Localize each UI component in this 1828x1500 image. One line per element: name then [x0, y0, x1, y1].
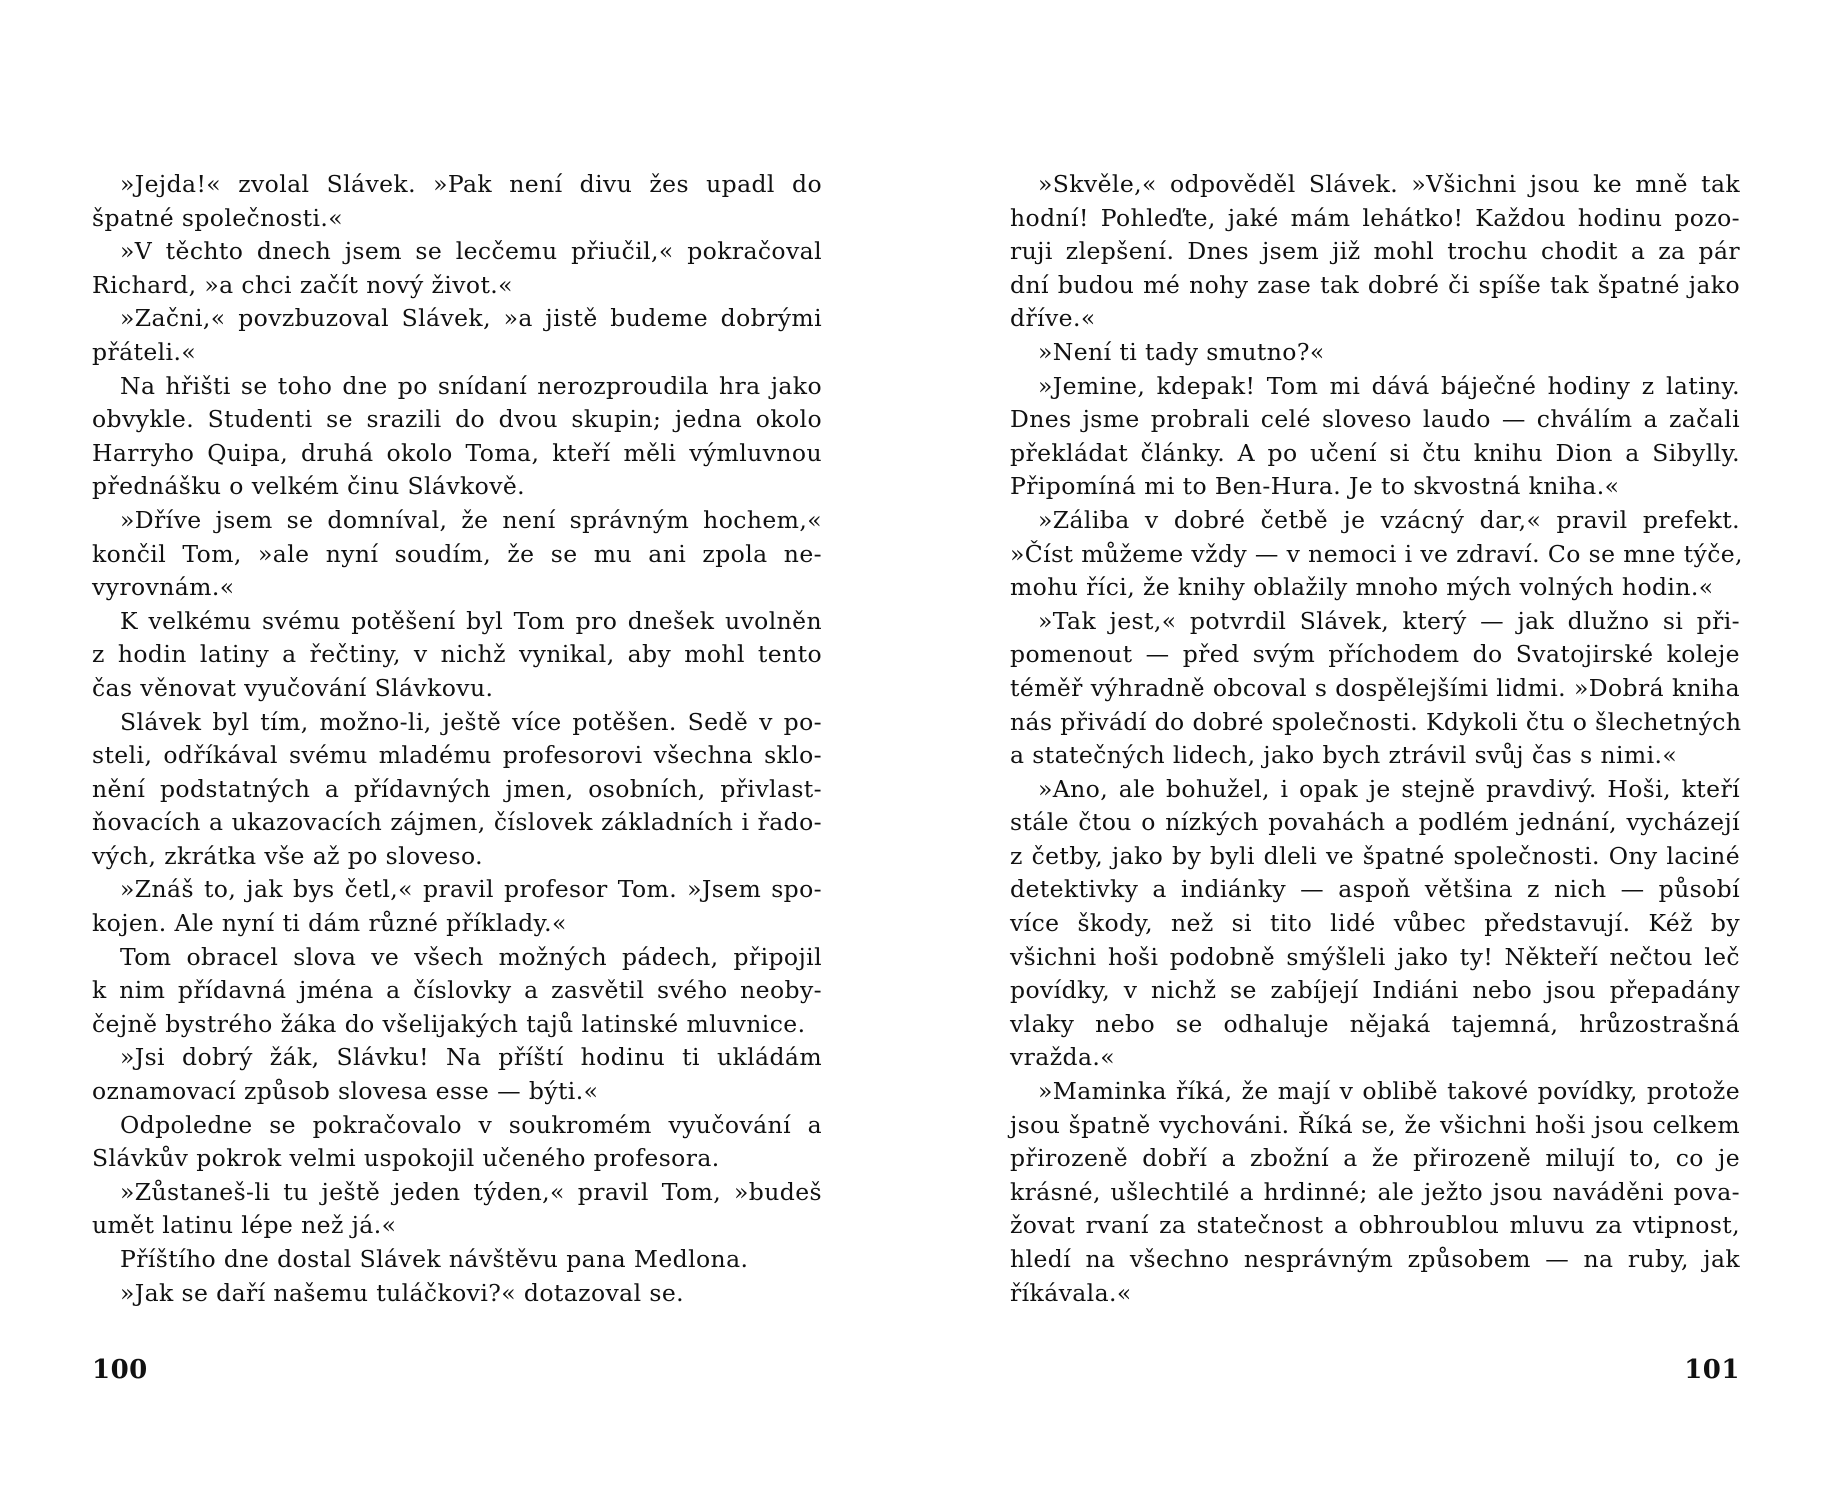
text-line: žovat rvaní za statečnost a obhroublou mluvu za vtipnost,	[1010, 1211, 1740, 1240]
text-line: Slávkův pokrok velmi uspokojil učeného profesora.	[92, 1144, 720, 1173]
text-line: kojen. Ale nyní ti dám různé příklady.«	[92, 909, 567, 938]
text-line: obvykle. Studenti se srazili do dvou skupin; jedna okolo	[92, 405, 822, 434]
text-line: »Jemine, kdepak! Tom mi dává báječné hodiny z latiny.	[1038, 371, 1740, 400]
text-line: špatné společnosti.«	[92, 203, 344, 232]
text-line: mohu říci, že knihy oblažily mnoho mých volných hodin.«	[1010, 573, 1714, 602]
left-page	[92, 168, 822, 1385]
text-line: Příštího dne dostal Slávek návštěvu pana Medlona.	[120, 1245, 749, 1273]
text-line: detektivky a indiánky — aspoň většina z nich — působí	[1010, 875, 1740, 904]
text-line: vlaky nebo se odhaluje nějaká tajemná, hrůzostrašná	[1010, 1009, 1740, 1038]
text-line: hledí na všechno nesprávným způsobem — na ruby, jak	[1010, 1245, 1740, 1273]
text-line: z hodin latiny a řečtiny, v nichž vynikal, aby mohl tento	[92, 640, 822, 669]
text-line: dní budou mé nohy zase tak dobré či spíše tak špatné jako	[1010, 270, 1740, 299]
text-line: Na hřišti se toho dne po snídaní nerozproudila hra jako	[120, 371, 822, 400]
text-line: vých, zkrátka vše až po sloveso.	[92, 841, 484, 870]
text-line: hodní! Pohleďte, jaké mám lehátko! Každou hodinu pozo-	[1010, 203, 1740, 232]
text-line: dříve.«	[1010, 304, 1096, 333]
text-line: ruji zlepšení. Dnes jsem již mohl trochu chodit a za pár	[1010, 237, 1740, 266]
text-line: »Skvěle,« odpověděl Slávek. »Všichni jsou ke mně tak	[1038, 170, 1740, 198]
text-line: »Jak se daří našemu tuláčkovi?« dotazoval se.	[120, 1278, 685, 1307]
text-line: Připomíná mi to Ben-Hura. Je to skvostná kniha.«	[1010, 472, 1620, 501]
text-line: »V těchto dnech jsem se lecčemu přiučil,« pokračoval	[120, 237, 822, 266]
text-line: oznamovací způsob slovesa esse — býti.«	[92, 1077, 599, 1106]
text-line: »Jejda!« zvolal Slávek. »Pak není divu žes upadl do	[120, 170, 822, 198]
text-line: Harryho Quipa, druhá okolo Toma, kteří měli výmluvnou	[92, 438, 822, 467]
text-line: »Záliba v dobré četbě je vzácný dar,« pravil prefekt.	[1038, 505, 1740, 534]
text-line: pomenout — před svým příchodem do Svatojirské koleje	[1010, 640, 1740, 669]
text-line: vražda.«	[1010, 1043, 1116, 1072]
text-line: nás přivádí do dobré společnosti. Kdykoli čtu o šlechetných	[1010, 707, 1742, 736]
text-line: »Maminka říká, že mají v oblibě takové povídky, protože	[1038, 1077, 1740, 1106]
text-line: »Znáš to, jak bys četl,« pravil profesor Tom. »Jsem spo-	[120, 875, 822, 904]
text-line: vyrovnám.«	[92, 573, 235, 602]
page-number: 101	[1684, 1355, 1740, 1385]
text-line: jsou špatně vychováni. Říká se, že všichni hoši jsou celkem	[1010, 1110, 1740, 1139]
text-line: k nim přídavná jména a číslovky a zasvětil svého neoby-	[92, 976, 822, 1005]
text-line: a statečných lidech, jako bych ztrávil svůj čas s nimi.«	[1010, 741, 1678, 770]
text-line: Tom obracel slova ve všech možných pádech, připojil	[120, 942, 822, 971]
text-line: přednášku o velkém činu Slávkově.	[92, 472, 526, 501]
text-line: Odpoledne se pokračovalo v soukromém vyučování a	[120, 1110, 822, 1139]
text-line: »Číst můžeme vždy — v nemoci i ve zdraví. Co se mne týče,	[1010, 539, 1743, 568]
text-line: »Dříve jsem se domníval, že není správným hochem,«	[120, 505, 822, 534]
text-line: Slávek byl tím, možno-li, ještě více potěšen. Sedě v po-	[120, 707, 822, 736]
text-line: »Jsi dobrý žák, Slávku! Na příští hodinu ti ukládám	[120, 1043, 822, 1072]
text-line: »Zůstaneš-li tu ještě jeden týden,« pravil Tom, »budeš	[120, 1177, 822, 1206]
text-line: »Není ti tady smutno?«	[1038, 337, 1325, 366]
text-line: překládat články. A po učení si čtu knihu Dion a Sibylly.	[1010, 438, 1740, 467]
text-line: »Tak jest,« potvrdil Slávek, který — jak dlužno si při-	[1038, 606, 1740, 635]
text-line: umět latinu lépe než já.«	[92, 1211, 397, 1240]
text-line: Dnes jsme probrali celé sloveso laudo — chválím a začali	[1010, 405, 1740, 434]
text-line: všichni hoši podobně smýšleli jako ty! Někteří nečtou leč	[1010, 942, 1740, 971]
right-page	[1010, 168, 1743, 1385]
text-line: končil Tom, »ale nyní soudím, že se mu ani zpola ne-	[92, 539, 822, 568]
text-line: »Ano, ale bohužel, i opak je stejně pravdivý. Hoši, kteří	[1038, 774, 1740, 803]
text-line: více škody, než si tito lidé vůbec představují. Kéž by	[1010, 909, 1740, 938]
text-line: Richard, »a chci začít nový život.«	[92, 270, 513, 299]
text-line: povídky, v nichž se zabíjejí Indiáni nebo jsou přepadány	[1010, 976, 1740, 1005]
text-line: steli, odříkával svému mladému profesorovi všechna sklo-	[92, 741, 822, 770]
text-line: čas věnovat vyučování Slávkovu.	[92, 673, 494, 702]
text-line: ňovacích a ukazovacích zájmen, číslovek základních i řado-	[92, 808, 822, 837]
text-line: čejně bystrého žáka do všelijakých tajů latinské mluvnice.	[92, 1009, 806, 1038]
text-line: krásné, ušlechtilé a hrdinné; ale ježto jsou naváděni pova-	[1010, 1177, 1740, 1206]
text-line: říkávala.«	[1010, 1278, 1132, 1307]
text-line: přáteli.«	[92, 337, 197, 366]
text-line: K velkému svému potěšení byl Tom pro dnešek uvolněn	[120, 606, 822, 635]
text-line: stále čtou o nízkých povahách a podlém jednání, vycházejí	[1010, 808, 1740, 837]
text-line: z četby, jako by byli dleli ve špatné společnosti. Ony laciné	[1010, 841, 1740, 870]
text-line: nění podstatných a přídavných jmen, osobních, přivlast-	[92, 774, 822, 803]
page-number: 100	[92, 1355, 148, 1385]
text-line: přirozeně dobří a zbožní a že přirozeně milují to, co je	[1010, 1144, 1740, 1173]
right-page-text	[1010, 168, 1743, 1310]
text-line: »Začni,« povzbuzoval Slávek, »a jistě budeme dobrými	[120, 304, 822, 333]
text-line: téměř výhradně obcoval s dospělejšími lidmi. »Dobrá kniha	[1010, 673, 1740, 702]
left-page-text	[92, 168, 822, 1310]
